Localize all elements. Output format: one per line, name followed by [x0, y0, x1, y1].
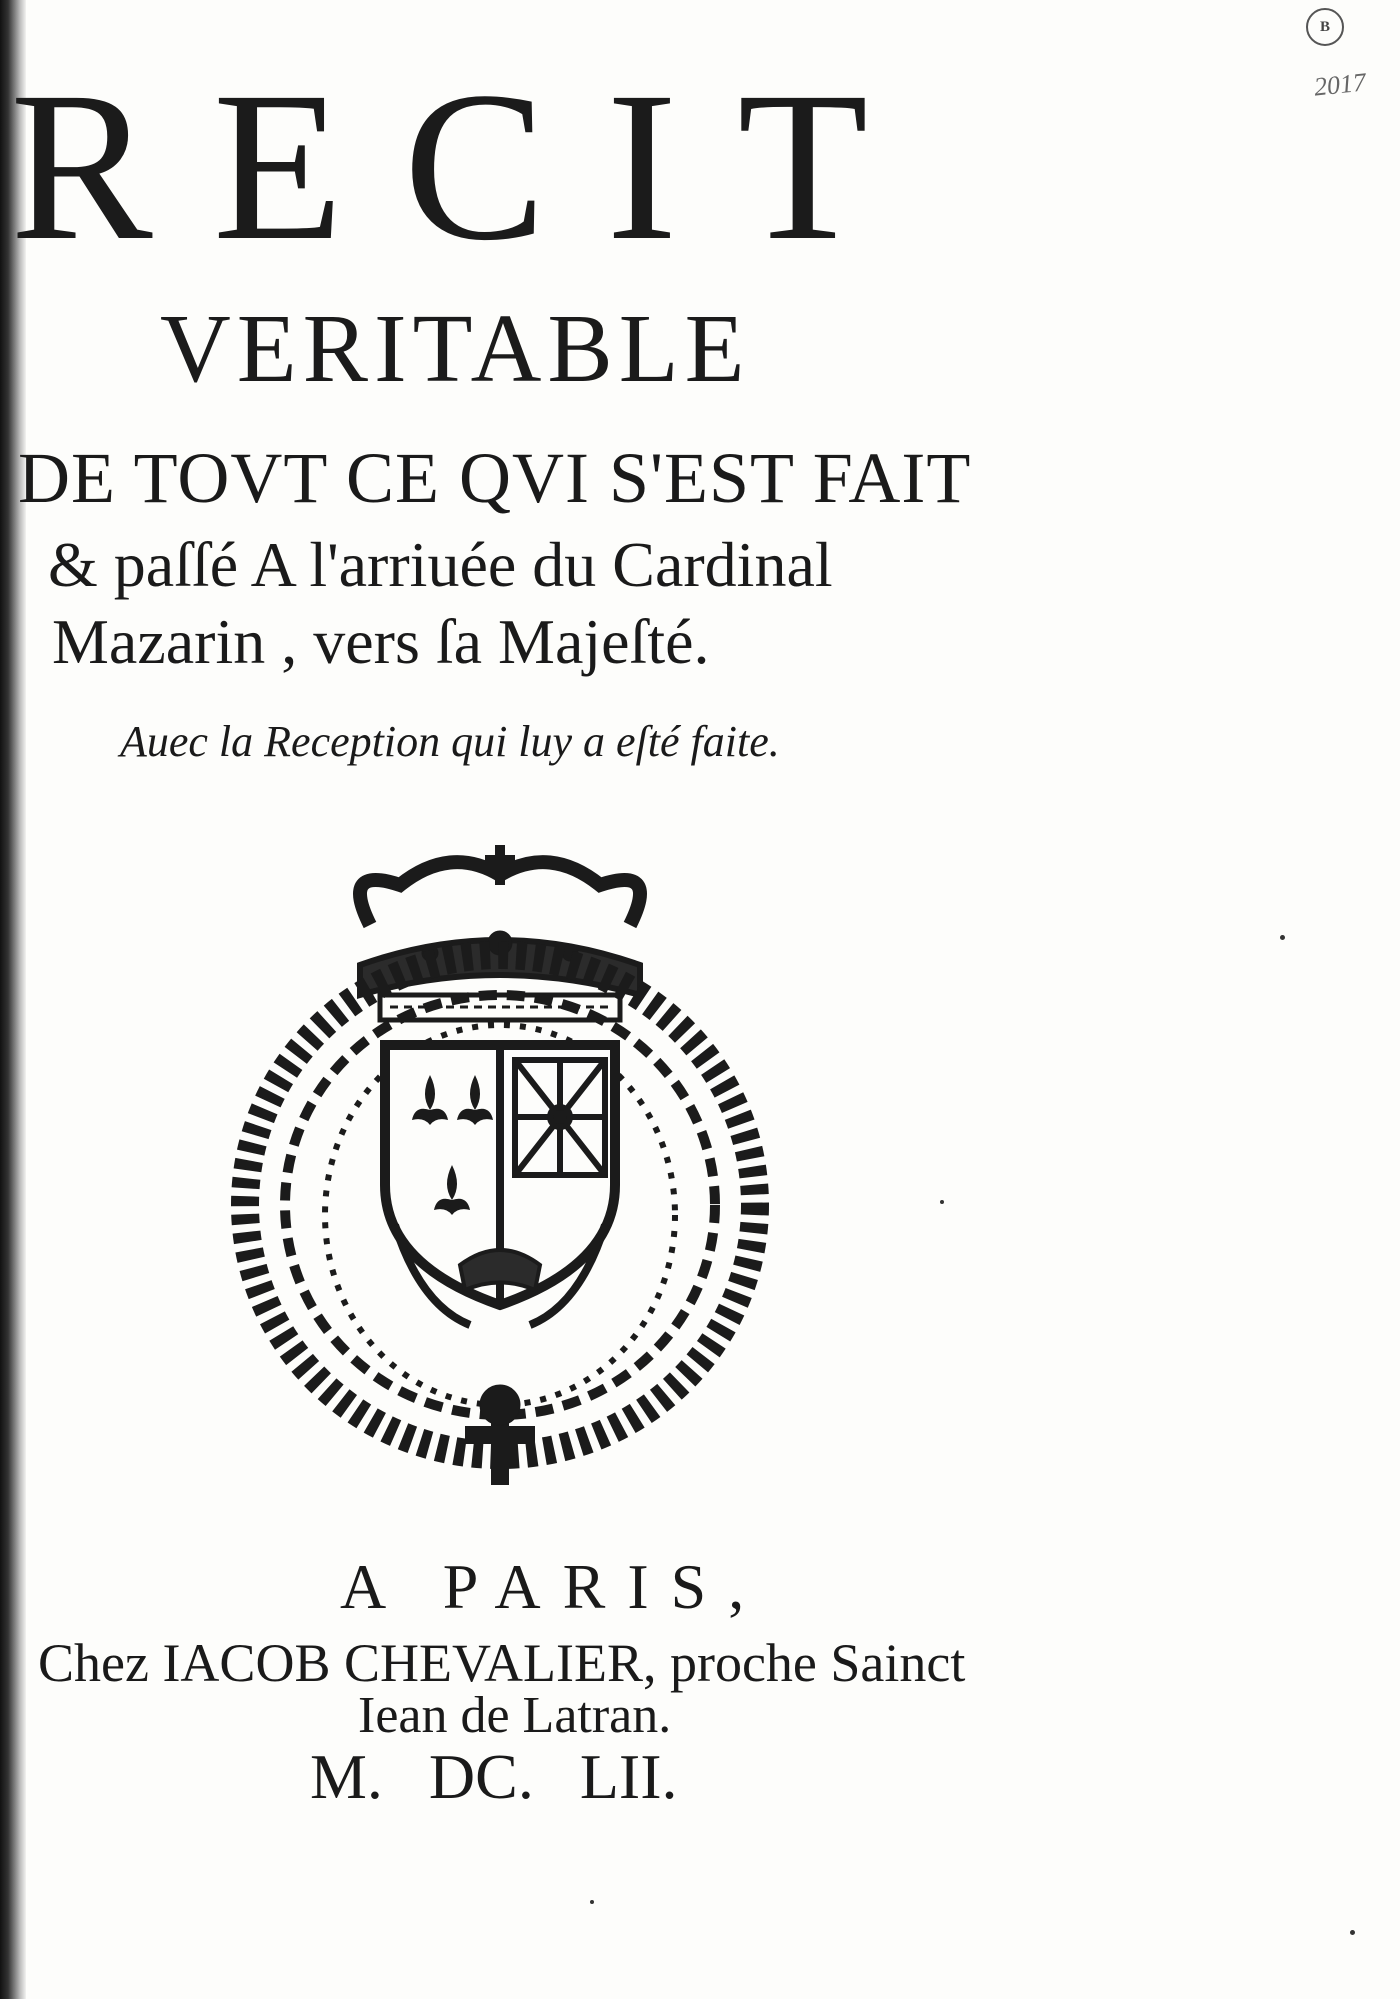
imprint-year: M. DC. LII.: [310, 1741, 678, 1812]
title-line-6-italic: Auec la Reception qui luy a eſté faite.: [120, 717, 780, 766]
library-stamp: B: [1306, 8, 1344, 46]
title-subtitle: VERITABLE: [160, 295, 751, 403]
royal-arms-emblem: [220, 845, 780, 1495]
imprint-city: A PARIS,: [340, 1551, 767, 1622]
title-main: RECIT: [10, 48, 929, 285]
title-line-5: Mazarin , vers ſa Majeſté.: [52, 606, 710, 677]
imprint-address: Iean de Latran.: [358, 1687, 672, 1744]
paper-speck: [1350, 1930, 1355, 1935]
paper-speck: [1280, 935, 1285, 940]
pendant-cross-icon: [465, 1385, 535, 1485]
shelf-mark: 2017: [1312, 67, 1368, 102]
crown-icon: [360, 845, 640, 1020]
title-line-3: DE TOVT CE QVI S'EST FAIT: [18, 438, 972, 518]
imprint-printer: Chez IACOB CHEVALIER, proche Sainct: [38, 1633, 966, 1693]
paper-speck: [940, 1200, 944, 1204]
paper-speck: [590, 1900, 594, 1904]
title-line-4: & paſſé A l'arriuée du Cardinal: [48, 529, 833, 600]
page-binding-edge: [0, 0, 26, 1999]
